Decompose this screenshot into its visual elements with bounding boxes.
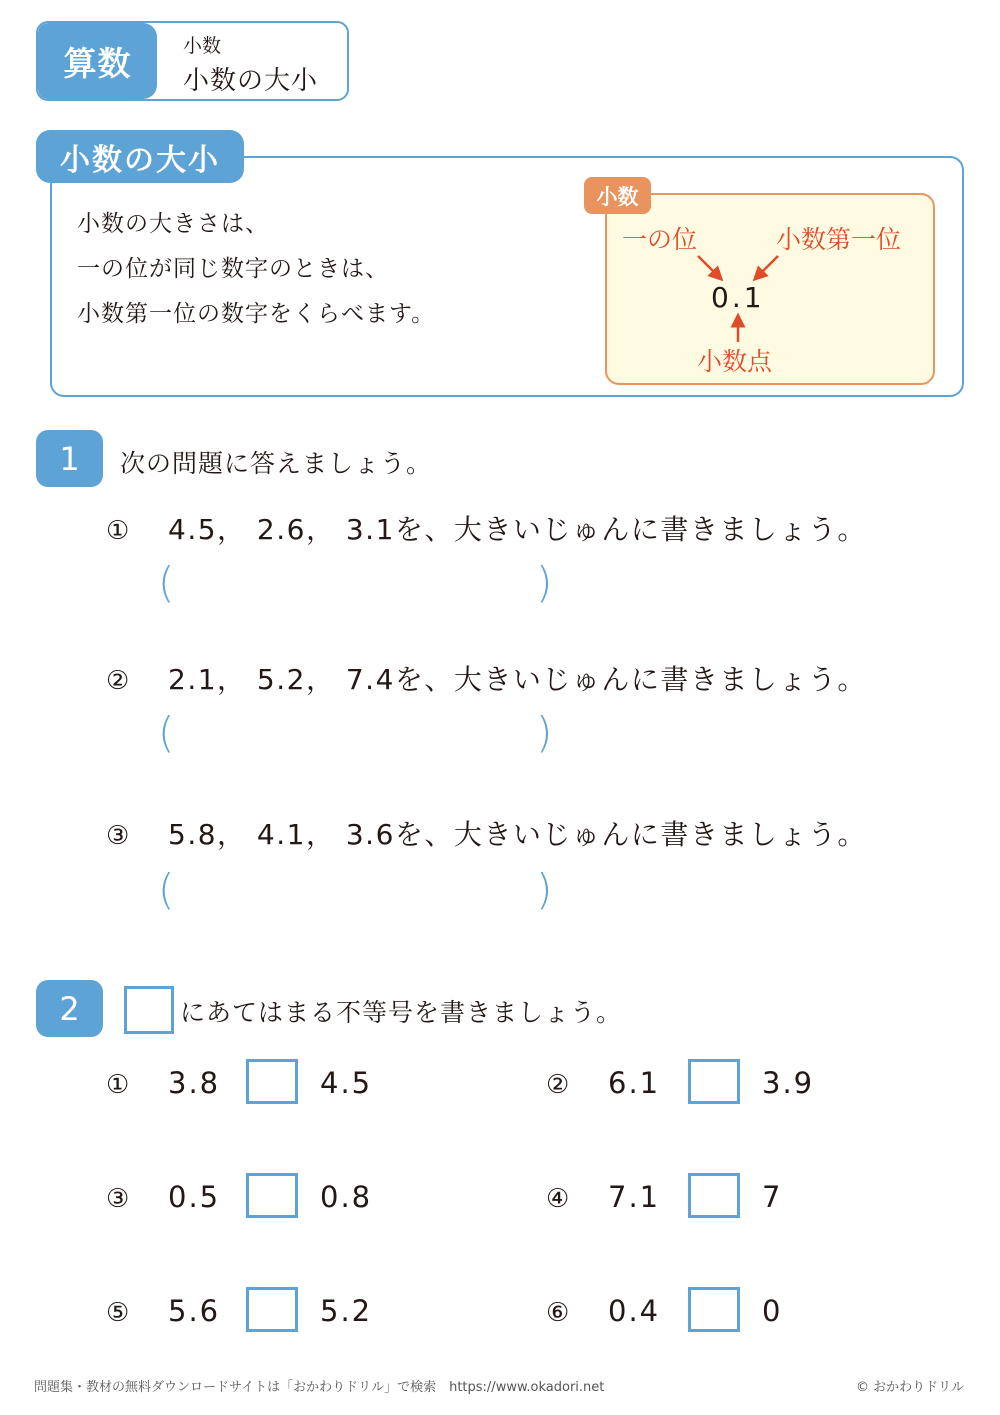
q2-answer-4-box[interactable]: [688, 1173, 740, 1218]
left-value: 0.4: [608, 1294, 661, 1328]
item-number: ①: [106, 516, 131, 546]
item-number: ⑥: [546, 1298, 572, 1328]
answer-close-paren: ): [536, 708, 553, 757]
footer-copyright: © おかわりドリル: [856, 1380, 965, 1395]
q1-item-3: [106, 813, 867, 853]
item-text: を、大きいじゅんに書きましょう。: [394, 513, 867, 546]
item-numbers: 5.8， 4.1， 3.6: [168, 818, 395, 851]
right-value: 5.2: [320, 1294, 373, 1328]
explanation-line: 一の位が同じ数字のときは、: [77, 256, 389, 282]
right-value: 7: [762, 1180, 783, 1214]
answer-close-paren: ): [536, 558, 553, 607]
item-number: ②: [546, 1070, 572, 1100]
item-number: ③: [106, 821, 131, 851]
item-number: ③: [106, 1184, 132, 1214]
answer-open-paren: (: [158, 558, 175, 607]
q2-item-1: [106, 1066, 220, 1100]
q2-item-4: [546, 1180, 660, 1214]
q2-item-2: [546, 1066, 660, 1100]
diagram-arrows-icon: [690, 250, 790, 350]
decimal-example: 0.1: [711, 281, 765, 314]
answer-open-paren: (: [158, 708, 175, 757]
explanation-line: 小数の大きさは、: [77, 211, 269, 237]
item-number: ①: [106, 1070, 132, 1100]
decimal-point-label: 小数点: [697, 347, 773, 376]
topic-title: 小数の大小: [183, 66, 319, 96]
q1-answer-2-field[interactable]: [180, 715, 535, 760]
explanation-line: 小数第一位の数字をくらべます。: [77, 301, 436, 327]
right-value: 0: [762, 1294, 783, 1328]
question-2-instruction: にあてはまる不等号を書きましょう。: [180, 998, 623, 1027]
right-value: 4.5: [320, 1066, 373, 1100]
q2-item-5: [106, 1294, 220, 1328]
tenths-place-label: 小数第一位: [776, 225, 902, 254]
footer-site-note: 問題集・教材の無料ダウンロードサイトは「おかわりドリル」で検索 https://www.okadori.net: [34, 1380, 605, 1395]
right-value: 3.9: [762, 1066, 815, 1100]
q1-answer-3-field[interactable]: [180, 872, 535, 917]
q1-item-2: [106, 658, 867, 698]
q2-answer-1-box[interactable]: [246, 1059, 298, 1104]
item-text: を、大きいじゅんに書きましょう。: [394, 663, 867, 696]
explanation-tab: 小数の大小: [36, 130, 244, 183]
q1-item-1: [106, 508, 867, 548]
q2-answer-2-box[interactable]: [688, 1059, 740, 1104]
q1-answer-1-field[interactable]: [180, 565, 535, 610]
left-value: 6.1: [608, 1066, 661, 1100]
q2-item-3: [106, 1180, 220, 1214]
worksheet-header: [36, 21, 349, 101]
item-number: ②: [106, 666, 131, 696]
q2-answer-3-box[interactable]: [246, 1173, 298, 1218]
subject-label: 算数: [38, 23, 157, 99]
left-value: 0.5: [168, 1180, 221, 1214]
decimal-diagram-tab: 小数: [584, 177, 651, 214]
explanation-text: [77, 202, 435, 337]
item-numbers: 4.5， 2.6， 3.1: [168, 513, 395, 546]
right-value: 0.8: [320, 1180, 373, 1214]
left-value: 5.6: [168, 1294, 221, 1328]
question-1-badge: 1: [36, 430, 103, 487]
unit-label: 小数: [183, 35, 222, 57]
left-value: 3.8: [168, 1066, 221, 1100]
q2-answer-6-box[interactable]: [688, 1287, 740, 1332]
answer-open-paren: (: [158, 865, 175, 914]
question-1-instruction: 次の問題に答えましょう。: [120, 449, 433, 478]
item-numbers: 2.1， 5.2， 7.4: [168, 663, 395, 696]
example-answer-box: [124, 986, 174, 1034]
item-number: ⑤: [106, 1298, 132, 1328]
item-text: を、大きいじゅんに書きましょう。: [394, 818, 867, 851]
answer-close-paren: ): [536, 865, 553, 914]
left-value: 7.1: [608, 1180, 661, 1214]
item-number: ④: [546, 1184, 572, 1214]
ones-place-label: 一の位: [622, 225, 698, 254]
question-2-badge: 2: [36, 980, 103, 1037]
q2-answer-5-box[interactable]: [246, 1287, 298, 1332]
q2-item-6: [546, 1294, 660, 1328]
